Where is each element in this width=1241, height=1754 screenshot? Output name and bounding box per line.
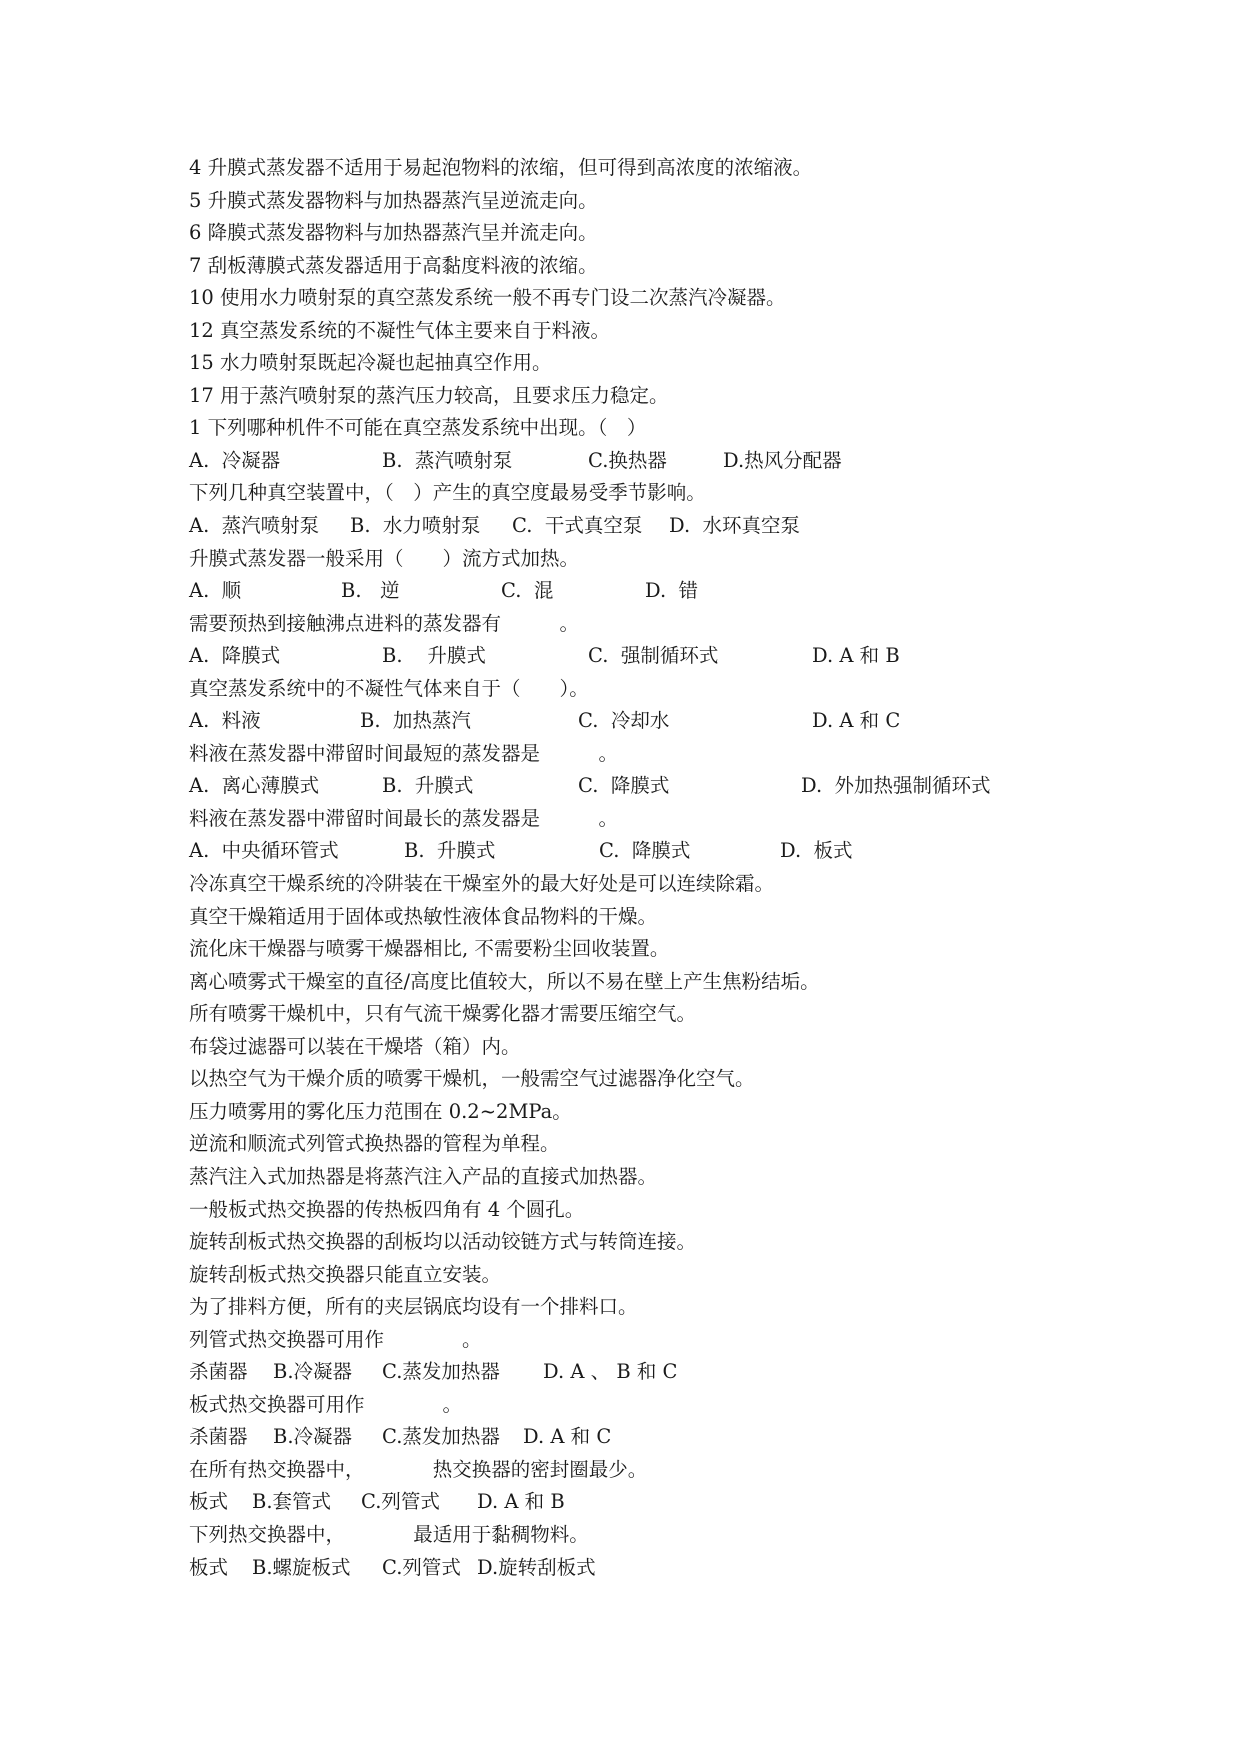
option-a: A. 料液 xyxy=(189,709,261,733)
question-line: 下列热交换器中， 最适用于黏稠物料。 xyxy=(189,1522,589,1546)
option-c: C. 强制循环式 xyxy=(588,644,719,668)
statement-line: 以热空气为干燥介质的喷雾干燥机，一般需空气过滤器净化空气。 xyxy=(189,1067,755,1091)
option-d: D.旋转刮板式 xyxy=(477,1555,596,1579)
statement-line: 旋转刮板式热交换器的刮板均以活动铰链方式与转筒连接。 xyxy=(189,1230,697,1254)
question-line: 料液在蒸发器中滞留时间最长的蒸发器是 。 xyxy=(189,806,619,830)
option-d: D. A 和 C xyxy=(812,709,901,733)
option-d: D. A 和 C xyxy=(523,1425,612,1449)
option-a: A. 降膜式 xyxy=(189,644,281,668)
question-line: 真空蒸发系统中的不凝性气体来自于（ ）。 xyxy=(189,676,589,700)
statement-line: 17 用于蒸汽喷射泵的蒸汽压力较高，且要求压力稳定。 xyxy=(189,383,669,407)
option-c: C. 干式真空泵 xyxy=(512,514,643,538)
answer-options xyxy=(189,1356,1089,1389)
question-line: 下列几种真空装置中，（ ）产生的真空度最易受季节影响。 xyxy=(189,481,706,505)
option-c: C.列管式 xyxy=(382,1555,461,1579)
question-line: 列管式热交换器可用作 。 xyxy=(189,1327,482,1351)
statement-line: 布袋过滤器可以装在干燥塔（箱）内。 xyxy=(189,1034,521,1058)
option-c: C. 冷却水 xyxy=(578,709,670,733)
answer-options xyxy=(189,705,1089,738)
option-c: C.列管式 xyxy=(361,1490,440,1514)
answer-options xyxy=(189,510,1089,543)
statement-line: 4 升膜式蒸发器不适用于易起泡物料的浓缩，但可得到高浓度的浓缩液。 xyxy=(189,156,813,179)
statement-line: 一般板式热交换器的传热板四角有 4 个圆孔。 xyxy=(189,1197,585,1221)
statement-line: 逆流和顺流式列管式换热器的管程为单程。 xyxy=(189,1132,560,1156)
option-b: B.套管式 xyxy=(252,1490,332,1514)
statement-line: 10 使用水力喷射泵的真空蒸发系统一般不再专门设二次蒸汽冷凝器。 xyxy=(189,286,786,310)
option-b: B. 升膜式 xyxy=(404,839,496,863)
option-d: D. 错 xyxy=(645,579,699,603)
statement-line: 为了排料方便，所有的夹层锅底均设有一个排料口。 xyxy=(189,1295,638,1319)
option-a: 板式 xyxy=(189,1490,229,1514)
option-d: D. 水环真空泵 xyxy=(669,514,801,538)
statement-line: 流化床干燥器与喷雾干燥器相比, 不需要粉尘回收装置。 xyxy=(189,937,670,961)
option-d: D. 外加热强制循环式 xyxy=(801,774,991,798)
option-a: A. 顺 xyxy=(189,579,242,603)
statement-line: 所有喷雾干燥机中，只有气流干燥雾化器才需要压缩空气。 xyxy=(189,1002,697,1026)
option-a: A. 冷凝器 xyxy=(189,448,281,472)
option-a: A. 中央循环管式 xyxy=(189,839,339,863)
statement-line: 15 水力喷射泵既起冷凝也起抽真空作用。 xyxy=(189,351,552,375)
answer-options xyxy=(189,835,1089,868)
option-a: 板式 xyxy=(189,1555,229,1579)
answer-options xyxy=(189,1421,1089,1454)
answer-options xyxy=(189,1552,1089,1585)
statement-line: 12 真空蒸发系统的不凝性气体主要来自于料液。 xyxy=(189,318,611,342)
question-line: 需要预热到接触沸点进料的蒸发器有 。 xyxy=(189,611,580,635)
statement-line: 7 刮板薄膜式蒸发器适用于高黏度料液的浓缩。 xyxy=(189,253,598,277)
option-c: C. 降膜式 xyxy=(578,774,670,798)
option-b: B. 蒸汽喷射泵 xyxy=(382,448,513,472)
statement-line: 冷冻真空干燥系统的冷阱装在干燥室外的最大好处是可以连续除霜。 xyxy=(189,872,775,896)
option-a: 杀菌器 xyxy=(189,1425,248,1449)
option-a: A. 蒸汽喷射泵 xyxy=(189,514,320,538)
option-c: C.蒸发加热器 xyxy=(382,1425,500,1449)
option-b: B.冷凝器 xyxy=(273,1360,353,1384)
question-line: 1 下列哪种机件不可能在真空蒸发系统中出现。（ ） xyxy=(189,416,647,440)
answer-options xyxy=(189,445,1089,478)
option-c: C.换热器 xyxy=(588,448,667,472)
option-d: D.热风分配器 xyxy=(723,448,842,472)
statement-line: 6 降膜式蒸发器物料与加热器蒸汽呈并流走向。 xyxy=(189,221,598,245)
option-c: C. 降膜式 xyxy=(599,839,691,863)
document-body xyxy=(189,152,1089,1584)
option-b: B.冷凝器 xyxy=(273,1425,353,1449)
statement-line: 压力喷雾用的雾化压力范围在 0.2~2MPa。 xyxy=(189,1099,572,1123)
question-line: 板式热交换器可用作 。 xyxy=(189,1392,463,1416)
option-c: C.蒸发加热器 xyxy=(382,1360,500,1384)
question-line: 料液在蒸发器中滞留时间最短的蒸发器是 。 xyxy=(189,741,619,765)
answer-options xyxy=(189,1486,1089,1519)
option-b: B. 升膜式 xyxy=(382,774,474,798)
option-a: 杀菌器 xyxy=(189,1360,248,1384)
answer-options xyxy=(189,575,1089,608)
option-b: B. 加热蒸汽 xyxy=(360,709,471,733)
statement-line: 蒸汽注入式加热器是将蒸汽注入产品的直接式加热器。 xyxy=(189,1164,658,1188)
option-b: B. 水力喷射泵 xyxy=(350,514,481,538)
statement-line: 5 升膜式蒸发器物料与加热器蒸汽呈逆流走向。 xyxy=(189,188,598,212)
statement-line: 真空干燥箱适用于固体或热敏性液体食品物料的干燥。 xyxy=(189,904,658,928)
answer-options xyxy=(189,770,1089,803)
statement-line: 离心喷雾式干燥室的直径/高度比值较大，所以不易在壁上产生焦粉结垢。 xyxy=(189,969,820,993)
option-c: C. 混 xyxy=(501,579,554,603)
statement-line: 旋转刮板式热交换器只能直立安装。 xyxy=(189,1262,502,1286)
option-b: B. 升膜式 xyxy=(382,644,486,668)
option-b: B.螺旋板式 xyxy=(252,1555,351,1579)
option-d: D. A 、 B 和 C xyxy=(543,1360,678,1384)
question-line: 在所有热交换器中， 热交换器的密封圈最少。 xyxy=(189,1457,648,1481)
option-d: D. A 和 B xyxy=(812,644,900,668)
option-d: D. 板式 xyxy=(780,839,853,863)
option-d: D. A 和 B xyxy=(477,1490,565,1514)
option-b: B. 逆 xyxy=(341,579,400,603)
question-line: 升膜式蒸发器一般采用（ ）流方式加热。 xyxy=(189,546,580,570)
answer-options xyxy=(189,640,1089,673)
option-a: A. 离心薄膜式 xyxy=(189,774,320,798)
